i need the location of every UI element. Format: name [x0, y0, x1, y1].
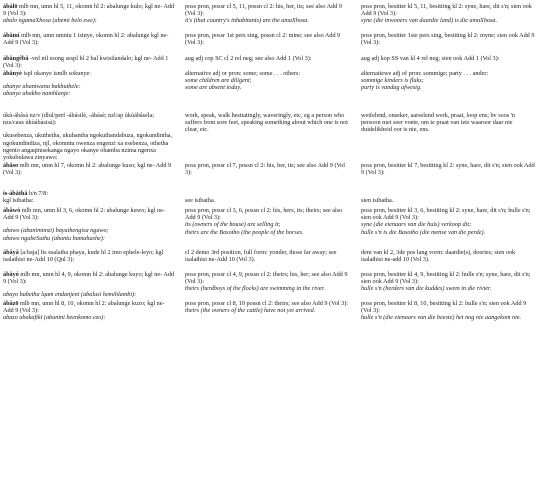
definition-text: poss pron, possr cl 8, 10 possn cl 2: theirs; see also Add 9 (Vol 3): [185, 300, 348, 307]
example-sentence: abazo abakafiki (abanini beenkomo ezo): [3, 314, 106, 322]
example-sentence: party is vandag afwesig. [361, 84, 422, 92]
definition-text: mlb mn, umn hl 5, 11, okomn hl 2: abalunge kulo; kgl ne- Add 9 (Vol 3): [3, 3, 175, 18]
example-sentence: hulle s'n is die Basotho (die mense van die perde). [361, 228, 486, 236]
afrikaans-column [361, 271, 536, 293]
definition-text: poss pron, possr 1st pers sing, possn cl 2: mine; see also Add 9 (Vol 3): [185, 32, 341, 47]
headword: ábâzō [3, 300, 19, 307]
english-column [185, 300, 351, 314]
definition-text: ukusebenza, ukuthetha, ukuhamba ngokuthandabuza, ngokundintha, ngokundindiza, njl, okomntu owenza engenzi xa esebenza, othetha ngento angaqinisekanga ngayo okanye ohamba nzima ngenxa yokubulawa zinyawo: [3, 132, 173, 162]
xhosa-column [3, 207, 176, 242]
definition-text: poss pron, possr cl 3, 6, possn cl 2: his, hers, its; theirs; see also Add 9 (Vol 3): [185, 207, 343, 222]
afrikaans-column [361, 300, 536, 322]
definition-text: aug adj kop SS van kl 4 rel neg; sien ook Add 1 (Vol 3): [361, 55, 500, 62]
entry-definition [3, 249, 176, 263]
definition-text: mlb mn, umn hl 4, 9, okomn hl 2: abalunge kuyo; kgl ne- Add 9 (Vol 3): [3, 271, 175, 286]
english-column [185, 162, 351, 176]
example-sentence: syne (die eienaars van die huis) verkoop dit; [361, 221, 472, 229]
definition-text: alternative adj or pron: some; some . . . others: [185, 70, 301, 77]
afrikaans-column [361, 3, 536, 25]
afrikaans-column [361, 112, 536, 134]
definition-text: poss pron, possr cl 7, possn cl 2: his, her, its; see also Add 9 (Vol 3): [185, 162, 345, 177]
xhosa-column [3, 70, 176, 98]
example-sentence: it's (that country's inhabitants) are the amaXhosa. [185, 17, 309, 25]
definition-text: poss pron, possr cl 4, 9, possn cl 2: theirs; his, her; see also Add 9 (Vol 3): [185, 271, 348, 286]
english-column [185, 190, 351, 204]
entry-definition [3, 207, 176, 221]
example-sentence: abawo ngabeSuthu (abantu bamahashe): [3, 234, 105, 242]
example-sentence: abalo ngamaXhosa (abemi belo zwe): [3, 17, 97, 25]
xhosa-column [3, 32, 176, 46]
example-sentence: its (owners of the house) are selling it; [185, 221, 281, 229]
definition-text: weifelend, onseker, aarselend werk, praat, loop ens; bv soos 'n persoon met seer voete, om te praat van iets waaroor daar nie duidelikheid oor is nie, ens. [361, 112, 515, 134]
headword: ábâyó [3, 271, 19, 278]
definition-text: poss pron, besitter kl 4, 9, besitting kl 2: hulle s'n; syne, hare, dit s'n; sien ook Add 9 (Vol 3): [361, 271, 531, 286]
example-sentence: abayo babetha lqam endanjeni (abalusi bemihlambi): [3, 291, 137, 299]
xhosa-column [3, 300, 176, 322]
definition-text: poss pron, besitter kl 5, 11, besitting kl 2: syne, hare, dit s'n; sien ook Add 9 (Vol 3): [361, 3, 532, 18]
example-sentence: hulle s'n (die eienaars van die beeste) het nog nie aangekom nie. [361, 314, 522, 322]
entry-definition [3, 271, 176, 285]
english-column [185, 112, 351, 134]
english-column [185, 3, 351, 25]
example-sentence: abanye abakho namhlanje: [3, 90, 71, 98]
afrikaans-column [361, 32, 536, 46]
example-sentence: sommige kinders is fluks; [361, 77, 424, 85]
xhosa-column [3, 162, 176, 176]
afrikaans-column [361, 249, 536, 263]
entry-definition [3, 190, 176, 197]
entry-definition [3, 300, 176, 314]
definition-text: h/n 7/8: [27, 190, 49, 197]
entry-definition [3, 55, 176, 69]
definition-text: [a:baja] lts esalatha phaya, kude hl 2 imo ephele-leyo; kgl isalathisi ne-Add 10 (Qul 3): [3, 249, 164, 264]
xhosa-column [3, 249, 176, 263]
definition-text: -vnl ntl esong sespl hl 2 bal kwisilandalo; kgl ne- Add 1 (Vol 3): [3, 55, 169, 70]
english-column [185, 271, 351, 293]
xhosa-column [3, 190, 176, 204]
headword: ábânyè [3, 70, 22, 77]
xhosa-column [3, 55, 176, 69]
xhosa-column [3, 112, 176, 161]
definition-text: kgl isibatha: [3, 197, 34, 205]
definition-text: dem van kl 2, 3de pos lang vorm: daardie(s), doeries; sien ook isalathisi ne-add 10 (Vol 3). [361, 249, 516, 264]
entry-definition [3, 3, 176, 17]
example-sentence: theirs are the Basotho (the people of the horses. [185, 228, 304, 236]
definition-text: poss pron, besitter 1ste pers sing, besitting kl 2: myne; sien ook Add 9 (Vol 3): [361, 32, 535, 47]
example-sentence: theirs (herdboys of the flocks) are swimming in the river. [185, 285, 325, 293]
english-column [185, 55, 351, 62]
headword: ábângêbâ [3, 55, 29, 62]
entry-definition [3, 162, 176, 176]
headword: ábâmí [3, 32, 20, 39]
headword: ábâwó [3, 207, 21, 214]
definition-text: cl 2 demo 3rd position, full form: yonder, those far away; see isalathisi ne-Add 10 (Vol 3). [185, 249, 337, 264]
definition-text: work, speak, walk hesitatingly, waveringly, etc, eg a person who suffers from sore feet, speaking something about which one is not clear, etc. [185, 112, 348, 134]
example-sentence: some children are diligent; [185, 77, 252, 85]
afrikaans-column [361, 162, 536, 176]
xhosa-column [3, 3, 176, 25]
example-sentence: hulle s'n (herders van die kuddes) swem in die rivier. [361, 285, 492, 293]
example-sentence: syne (die inwoners van daardie land) is die amaXhosa. [361, 17, 498, 25]
english-column [185, 207, 351, 236]
headword: ábálō [3, 3, 18, 10]
example-sentence: abanye abantwana bakhuthele: [3, 83, 81, 91]
definition-text: aug adj cop SC cl 2 rel neg; see also Add 1 (Vol 3): [185, 55, 312, 62]
definition-text: mlb mn, umn umntu 1 isinye, okomn hl 2: abalunge kgl ne- Add 9 (Vol 3): [3, 32, 169, 47]
definition-text: mlb mn, umn hl 8, 10, okomn hl 2: abalunge kuzo; kgl ne- Add 9 (Vol 3): [3, 300, 165, 315]
afrikaans-column [361, 190, 536, 204]
english-column [185, 32, 351, 46]
example-sentence: some are absent today. [185, 84, 242, 92]
afrikaans-column [361, 55, 536, 62]
entry-definition [3, 70, 176, 77]
headword: is-ábâthâ [3, 190, 28, 197]
headword: ábâso [3, 162, 19, 169]
definition-text: alternatiewe adj of pron: sommige; party . . . ander: [361, 70, 489, 77]
example-sentence: abawo (abanimimzi) bayathengisa ngawo; [3, 227, 109, 235]
definition-text: poss pron, besitter kl 3, 6, besitting kl 2: syne, hare, dit s'n; hulle s'n; sien ook Add 9 (Vol 3): [361, 207, 531, 222]
example-sentence: theirs (the owners of the cattle) have not yet arrived. [185, 307, 316, 315]
definition-text: sien isibatha. [361, 197, 394, 204]
definition-text: mlb mn, umn hl 7, okomn hl 2: abalunge kuso; kgl ne- Add 9 (Vol 3): [3, 162, 172, 177]
english-column [185, 249, 351, 263]
entry-definition [3, 32, 176, 46]
definition-text: ispl okanye ismlb sokunye: [21, 70, 92, 77]
afrikaans-column [361, 207, 536, 236]
definition-text: mlb mn, umn hl 3, 6, okomn hl 2: abalunge kuwo; kgl ne- Add 9 (Vol 3): [3, 207, 165, 222]
definition-text: poss pron, besitter kl 8, 10, besitting kl 2: hulle s'n; sien ook Add 9 (Vol 3): [361, 300, 527, 315]
definition-text: úkù-ábâsà nz/v (dlul/perf -ábásilè, -ábásè; nzl/ap ùkùábâséla; nzs/caus ùkùábàsisà): [3, 112, 155, 127]
afrikaans-column [361, 70, 536, 92]
definition-text: poss pron, possr cl 5, 11, possn cl 2: his, her, its; see also Add 9 (Vol 3): [185, 3, 342, 18]
definition-text: poss pron, besitter kl 7, besitting kl 2: syne, hare, dit s'n; sien ook Add 9 (Vol 3): [361, 162, 535, 177]
definition-text: see isibatha. [185, 197, 216, 204]
xhosa-column [3, 271, 176, 299]
english-column [185, 70, 351, 92]
headword: ábâyâ [3, 249, 19, 256]
